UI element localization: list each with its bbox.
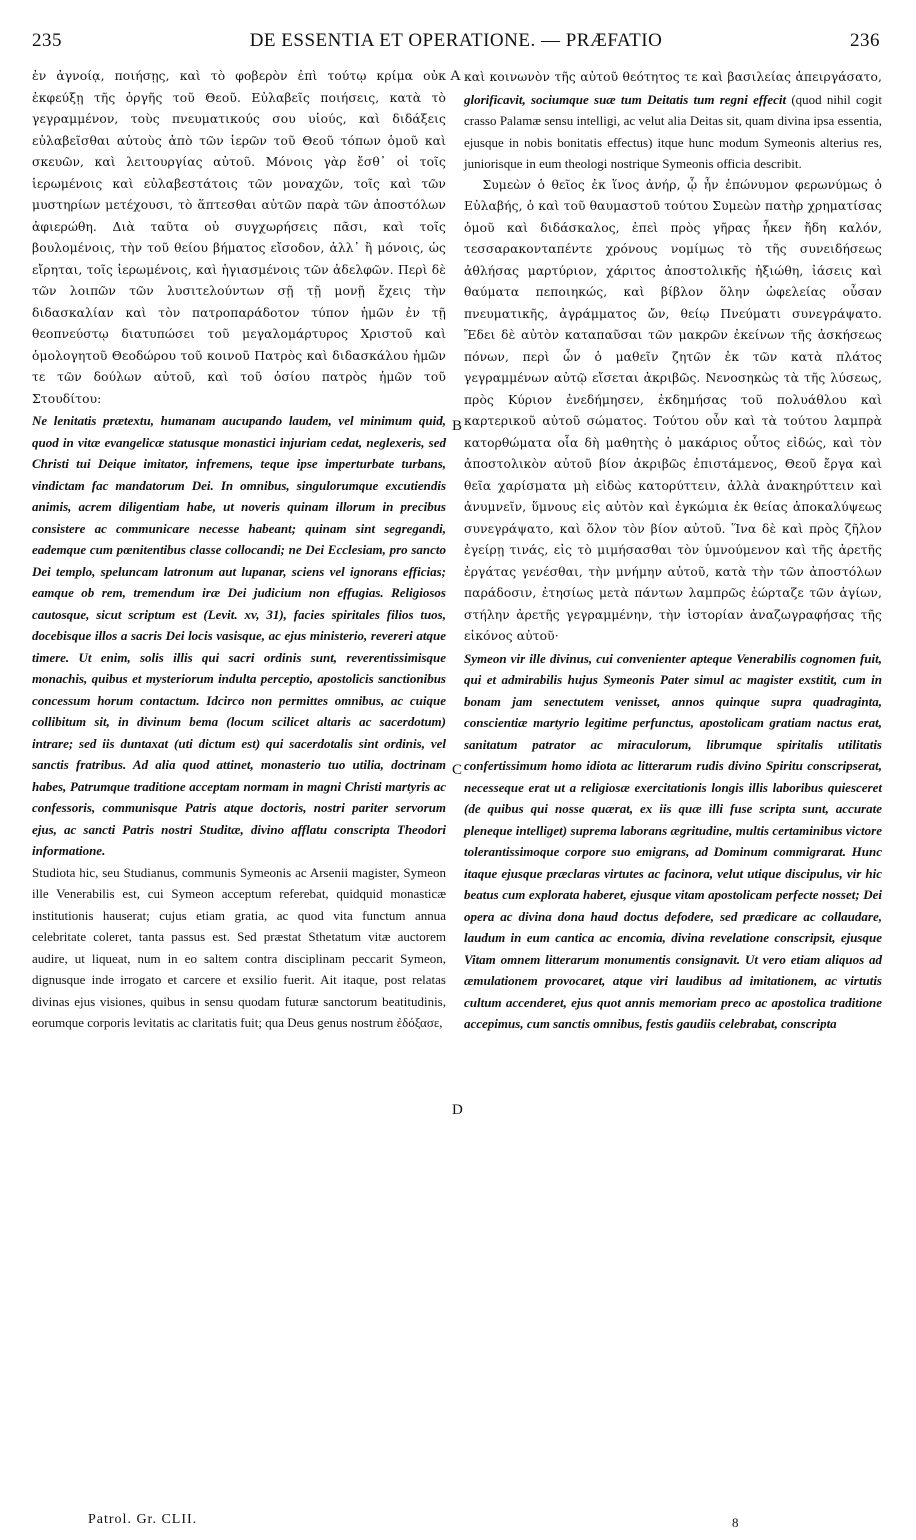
left-column	[32, 66, 446, 1034]
page-number-right: 236	[850, 30, 880, 51]
left-latin-commentary: Studiota hic, seu Studianus, communis Symeonis ac Arsenii magister, Symeon ille Venerabilis est, cui Symeon acceptum referebat, quidquid monasticæ institutionis hauserat; cujus etiam gratia, ac quod vita functum annua celebritate coleret, tanta passus est. Sed præstat Sthetatum vitæ auctorem audire, ut liqueat, num in eo saltem contra disciplinam peccarit Symeon, dignusque inde irrogato et carcere et exsilio fuerit. Ait itaque, post relatas divinas ejus visiones, quibus in sensu quodam futuræ sanctorum beatitudinis, eorumque corporis levitatis ac claritatis fuit; qua Deus genus nostrum ἐδόξασε,	[32, 864, 446, 1030]
right-greek-opening: καὶ κοινωνὸν τῆς αὐτοῦ θεότητος τε καὶ βασιλείας ἀπειργάσατο,	[464, 70, 882, 84]
running-title: DE ESSENTIA ET OPERATIONE. — PRÆFATIO	[249, 30, 663, 51]
left-greek-text: ἐν ἀγνοίᾳ, ποιήσῃς, καὶ τὸ φοβερὸν ἐπὶ τούτῳ κρίμα οὐκ ἐκφεύξῃ τῆς ὀργῆς τοῦ Θεοῦ. Εὐλαβεῖς ποιήσεις, κατὰ τὸ γεγραμμένον, τοὺς πνευματικούς σου υἱούς, καὶ διδάξεις εὐλαβεῖσθαι αὐτοὺς ἀπὸ τῶν ἱερῶν τοῦ Θεοῦ τόπων ὁμοῦ καὶ σκευῶν, καὶ λειτουργίας αὐτοῦ. Μόνοις γὰρ ἔσθ᾽ οἱ τοῖς ἱερωμένοις καὶ εὐλαβεστάτοις τῶν μοναχῶν, τοῖς καὶ τῶν μυστηρίων μετέχουσι, τὸ ἅπτεσθαι αὐτῶν παρὰ τῶν ἀποστόλων ἀφιερώθη. Διὰ ταῦτα οὐ συγχωρήσεις πᾶσι, καὶ τοῖς βουλομένοις, τὴν τοῦ θείου βήματος εἴσοδον, ἀλλ᾽ ἢ μόνοις, ὡς εἴρηται, τοῖς ἱερωμένοις, καὶ ἡγιασμένοις τῶν ἀδελφῶν. Περὶ δὲ τῶν λοιπῶν τῶν λυσιτελούντων σῇ τῇ μονῇ ἔχεις τὴν διδασκαλίαν καὶ τὸν πατροπαράδοτον τύπον ἡμῶν ἐν τῇ θεοπνεύστῳ διατυπώσει τοῦ μεγαλομάρτυρος Χριστοῦ καὶ ὁμολογητοῦ Θεοδώρου τοῦ κοινοῦ Πατρὸς καὶ διδασκάλου ἡμῶν τε τῶν δούλων αὐτοῦ, καὶ τοῦ ὁσίου πατρὸς ἡμῶν τοῦ Στουδίτου:	[32, 69, 446, 406]
right-greek-text: Συμεὼν ὁ θεῖος ἐκ ἵνος ἀνήρ, ᾧ ἦν ἐπώνυμον φερωνύμως ὁ Εὐλαβής, ὁ καὶ τοῦ θαυμαστοῦ τούτου Συμεὼν πατὴρ χρηματίσας ὁμοῦ καὶ διδάσκαλος, ἐπεὶ πρὸς γῆρας ἧκεν ἤδη καλόν, τεσσαρακονταπέντε χρόνους νομίμως τὸ τῆς συνειδήσεως ἀθλήσας μαρτύριον, χάριτος ἀποστολικῆς ἠξιώθη, ἰάσεις καὶ θαύματα πεποιηκώς, καὶ βίβλον ὅλην ὠφελείας οὖσαν πνευματικῆς, ἀγράμματος ὤν, θείῳ Πνεύματι συνεγράψατο. Ἔδει δὲ αὐτὸν καταπαῦσαι τῶν μακρῶν ἐκείνων τῆς ἀσκήσεως πόνων, περὶ ὧν ὁ μαθεῖν ζητῶν ἐκ τῶν κατὰ πλάτος γεγραμμένων αὐτῷ εἴσεται ἀκριβῶς. Νενοσηκὼς τὰ τῆς λύσεως, πρὸς Κύριον ἐνεδήμησεν, ἐκδημήσας τοῦ πολυάθλου καὶ καρτερικοῦ αὐτοῦ σώματος. Τούτου οὖν καὶ τὰ τούτου λαμπρὰ κατορθώματα οἷα δὴ μαθητὴς ὁ μακάριος οὗτος εἰδώς, καὶ τὸν ἀποστολικὸν αὐτοῦ βίον ἀκριβῶς ἐπιστάμενος, Θεοῦ ἔργα καὶ θεῖα χαρίσματα μὴ εἰδὼς κατορύττειν, ἀλλὰ ἀνακηρύττειν καὶ ἀνυμνεῖν, ὕμνους εἰς αὐτὸν καὶ ἐγκώμια ἐκ θείας ἀποκαλύψεως συνεγράψατο, καὶ ὅλον τὸν βίον αὐτοῦ. Ἵνα δὲ καὶ πρὸς ζῆλον ἐγείρῃ τινάς, εἰς τὸ μιμήσασθαι τὸν ὑμνούμενον καὶ τῆς ἀρετῆς ἐργάτας γενέσθαι, τὴν μνήμην αὐτοῦ, κατὰ τὴν τῶν ἀποστόλων παράδοσιν, ἐτησίως μετὰ πάντων λαμπρῶς ἑώρταζε τῶν ἁγίων, στήλην ἀρετῆς γεγραμμένην, τὴν ἱστορίαν ἀναζωγραφήσας τῆς εἰκόνος αὐτοῦ·	[464, 177, 882, 643]
margin-marker-c: C	[452, 762, 463, 778]
margin-marker-d: D	[452, 1102, 463, 1118]
margin-marker-b: B	[452, 418, 463, 434]
footer-sign-mark: 8	[732, 1515, 739, 1530]
left-latin-translation: Ne lenitatis prætextu, humanam aucupando laudem, vel minimum quid, quod in vitæ evangelicæ statusque monastici injuriam cedat, neglexeris, sed Christi tui Deique imitator, infremens, teque ipse imperturbate turbans, vindictam fac mandatorum Dei. In omnibus, singulorumque excutiendis animis, acrem diligentiam habe, ut noveris quinam illorum in precibus consistere ac communicare necesse habeant; quinam sint segregandi, eademque cum pœnitentibus classe collocandi; ne Dei Ecclesiam, pro sancto Dei templo, speluncam latronum aut lupanar, sciens vel ignorans efficias; eamque ob rem, tremendum iræ Dei judicium non effugias. Religiosos cautosque, sicut scriptum est (Levit. xv, 31), facies spiritales filios tuos, docebisque illos a sacris Dei locis vasisque, ac ejus ministerio, revereri atque timere. Ut enim, solis illis qui sacri ordinis sunt, reverentissimisque monachis, quibus et mysteriorum indulta perceptio, apostolicis sanctionibus concessum horum contactum. Idcirco non permittes omnibus, ac cuique collibitum sit, in divinum bema (locum scilicet altaris ac sacerdotum) intrare; sed iis duntaxat (uti dictum est) qui sacerdotalis sint ordinis, vel sanctis fratribus. Ad alia quod attinet, monasterio tuo utilia, doctrinam habes, Patrumque traditione acceptam normam in magni Christi martyris ac confessoris, communisque Patris atque doctoris, nostri pariter servorum ejus, ac sancti Patris nostri Studitæ, divino afflatu conscripta Theodori informatione.	[32, 413, 446, 858]
right-column	[464, 66, 882, 1035]
right-latin-inline: glorificavit, sociumque suæ tum Deitatis tum regni effecit	[464, 91, 787, 107]
right-latin-translation: Symeon vir ille divinus, cui convenienter apteque Venerabilis cognomen fuit, qui et admirabilis hujus Symeonis Pater simul ac magister exstitit, cum in bonam jam senectutem venisset, annos quinque supra quadraginta, conscientiæ martyrio legitime perfunctus, apostolicam gratiam nactus erat, sanitatum patrator ac miraculorum, librumque spiritalis utilitatis confertissimum homo idiota ac litterarum rudis divino Spiritu conscripserat, necesseque erat ut a religiosæ exercitationis longis illis laboribus quiesceret (de quibus qui nosse quærat, ex iis quæ illi fuse scripta sunt, accurate pleneque intelliget) suprema laborans ægritudine, multis certaminibus victore tolerantissimoque corpore suo emigrans, ad Dominum commigrarat. Hunc itaque ejusque præclaras virtutes ac facinora, velut utique discipulus, vir hic beatus cum explorata haberet, ejusque vitam apostolicam perfecte nosset; Dei opera ac divina dona haud doctus defodere, sed prædicare ac collaudare, laudum in eum cantica ac encomia, divina revelatione conscripsit, ejusque Vitam omnem litterarum monumentis consignavit. Ut vero etiam aliquos ad æmulationem provocaret, atque viri laudibus ad imitationem, ac virtutis cultum accenderet, ejus quot annis memoriam preco ac apostolica traditione accepimus, cum sanctis omnibus, festis gaudiis celebrabat, conscripta	[464, 650, 882, 1031]
right-latin-commentary: (quod nihil cogit crasso Palamæ sensu intelligi, ac velut alia Deitas sit, quam divina ipsa essentia, ejusque in nobis bonitatis effectus) itque hunc modum Symeonis alterius res, juniorisque in eum theologi nostrique Symeonis officia describit.	[464, 91, 882, 171]
right-opening-paragraph	[464, 66, 882, 175]
footer-signature: Patrol. Gr. CLII.	[88, 1512, 198, 1527]
running-header	[32, 30, 880, 58]
margin-marker-a: A	[450, 68, 461, 84]
page-number-left: 235	[32, 30, 62, 51]
